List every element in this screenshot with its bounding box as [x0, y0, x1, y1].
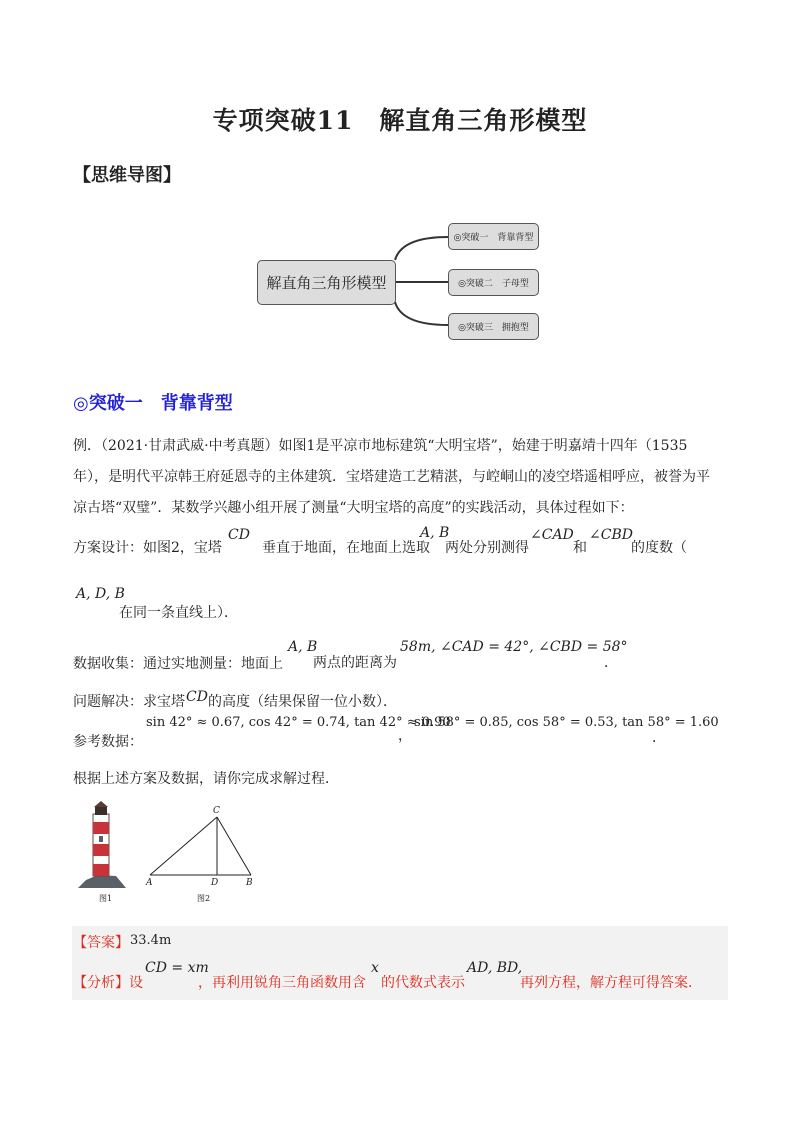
mindmap-branch-2 [448, 269, 539, 296]
example-line-2: 年），是明代平凉韩王府延恩寺的主体建筑．宝塔建造工艺精湛，与崆峒山的凌空塔遥相呼应，被誉为平 [73, 469, 710, 485]
collect-math-values: 58m, ∠CAD = 42°, ∠CBD = 58° [400, 639, 628, 655]
collect-text-2: 两点的距离为 [313, 655, 397, 671]
answer-label: 【答案】 [73, 935, 129, 951]
design-math-cd: CD [228, 527, 250, 543]
analysis-text-2: ，再利用锐角三角函数用含 [198, 975, 366, 991]
analysis-math-cd: CD = xm [145, 960, 209, 976]
design-math-adb: A, D, B [76, 586, 125, 602]
design-text-4: 和 [573, 540, 587, 556]
design-text-5: 的度数（ [631, 540, 687, 556]
design-math-cbd: ∠CBD [589, 527, 633, 543]
reference-label: 参考数据： [73, 734, 143, 750]
figure-1-caption: 图1 [99, 894, 113, 903]
point-b-label: B [246, 878, 253, 888]
reference-math-58: sin 58° = 0.85, cos 58° = 0.53, tan 58° = 1.60 [414, 715, 719, 730]
analysis-label: 【分析】 [73, 975, 129, 991]
line-cb [217, 817, 251, 875]
collect-math-ab: A, B [288, 639, 318, 655]
reference-math-42: sin 42° ≈ 0.67, cos 42° = 0.74, tan 42° ≈ 0.90 [146, 715, 451, 730]
mindmap-branch-1 [448, 223, 539, 250]
reference-end: ． [652, 730, 666, 746]
answer-value: 33.4m [130, 933, 172, 948]
section-heading: ◎突破一 背靠背型 [73, 393, 233, 414]
mindmap-branch-label: ◎突破三 拥抱型 [458, 323, 529, 333]
design-math-ab: A, B [420, 525, 450, 541]
tower-band-1 [93, 822, 109, 834]
design-text-6: 在同一条直线上）． [119, 605, 238, 621]
reference-sep: ， [398, 728, 412, 744]
analysis-text-1: 设 [129, 975, 143, 991]
analysis-math-x: x [371, 960, 379, 976]
example-line-1: 例．（2021·甘肃武威·中考真题）如图1是平凉市地标建筑“大明宝塔”，始建于明嘉靖十四年（1535 [73, 438, 688, 454]
page-title: 专项突破11 解直角三角形模型 [212, 106, 588, 135]
figure-2-caption: 图2 [197, 894, 211, 903]
design-text-3: 两处分别测得 [445, 540, 529, 556]
mindmap-branch-label: ◎突破二 子母型 [458, 279, 529, 289]
mindmap-branch-label: ◎突破一 背靠背型 [453, 233, 534, 243]
analysis-math-adbd: AD, BD, [467, 960, 523, 976]
mindmap-root [257, 260, 396, 305]
tower-band-3 [93, 864, 109, 876]
closing-line: 根据上述方案及数据，请你完成求解过程． [73, 771, 339, 787]
collect-text-1: 数据收集：通过实地测量：地面上 [73, 656, 283, 672]
point-d-label: D [211, 878, 219, 888]
mindmap-label: 【思维导图】 [73, 165, 181, 186]
tower-window [99, 836, 103, 842]
design-text-2: 垂直于地面，在地面上选取 [262, 540, 430, 556]
problem-text-2: 的高度（结果保留一位小数）． [208, 694, 397, 710]
rock-base [78, 875, 126, 888]
connector-1 [395, 237, 448, 260]
example-line-3: 凉古塔“双璧”．某数学兴趣小组开展了测量“大明宝塔的高度”的实践活动，具体过程如下： [73, 500, 634, 516]
point-a-label: A [146, 878, 153, 888]
tower-band-2 [93, 844, 109, 856]
problem-text-1: 问题解决：求宝塔 [73, 694, 185, 710]
lantern-room [95, 807, 107, 815]
connector-3 [395, 302, 448, 325]
point-c-label: C [213, 806, 220, 816]
lighthouse-image [76, 800, 128, 890]
design-text-1: 方案设计：如图2，宝塔 [73, 540, 222, 556]
analysis-text-3: 的代数式表示 [381, 975, 465, 991]
tower-cap [94, 801, 108, 807]
mindmap-branch-3 [448, 313, 539, 340]
mindmap-root-label: 解直角三角形模型 [266, 274, 387, 292]
line-ac [150, 817, 217, 875]
design-math-cad: ∠CAD [530, 527, 574, 543]
problem-math-cd: CD [186, 689, 208, 705]
collect-text-3: ． [604, 655, 618, 671]
analysis-text-4: 再列方程，解方程可得答案． [520, 975, 702, 991]
